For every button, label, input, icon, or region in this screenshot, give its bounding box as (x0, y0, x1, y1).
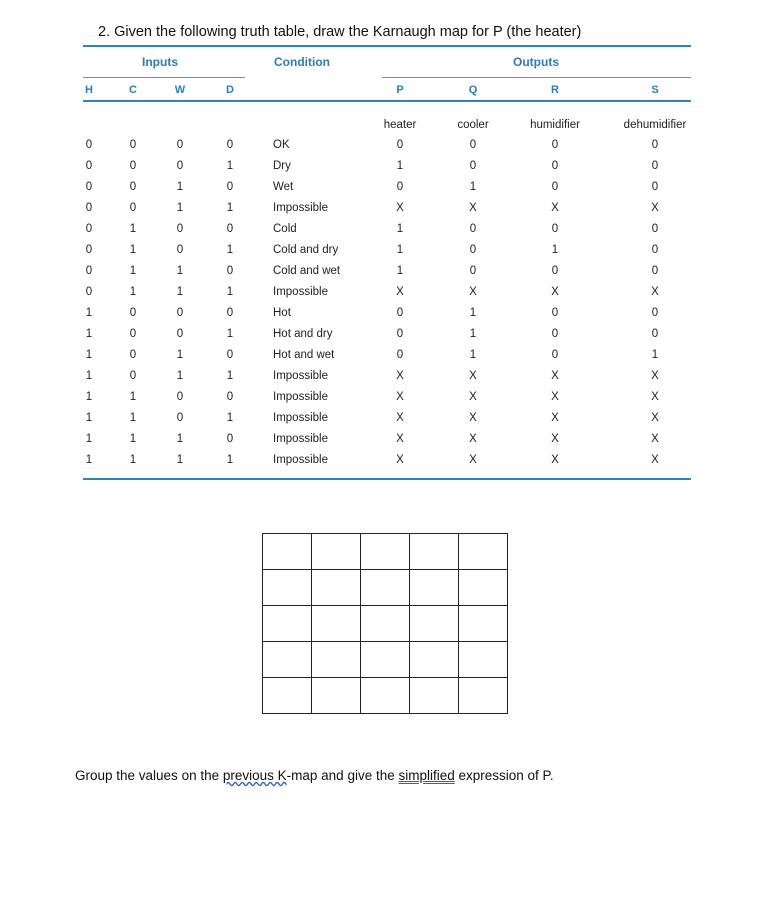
outputs-rule (382, 77, 691, 78)
cell-r: X (551, 454, 559, 466)
kmap-cell[interactable] (263, 678, 312, 714)
cell-d: 0 (226, 181, 234, 193)
col-header-h: H (85, 84, 93, 96)
kmap-cell[interactable] (361, 678, 410, 714)
cell-w: 1 (176, 454, 184, 466)
kmap-cell[interactable] (410, 570, 459, 606)
cell-s: X (651, 202, 659, 214)
cell-c: 1 (129, 244, 137, 256)
cell-d: 1 (226, 160, 234, 172)
cell-r: 0 (551, 328, 559, 340)
cell-w: 0 (176, 139, 184, 151)
cell-p: 0 (396, 328, 404, 340)
col-header-w: W (174, 84, 186, 96)
cell-s: X (651, 370, 659, 382)
cell-p: 1 (396, 244, 404, 256)
output-name-r: humidifier (530, 119, 580, 131)
cell-p: 1 (396, 223, 404, 235)
cell-p: X (396, 202, 404, 214)
cell-q: 0 (469, 160, 477, 172)
cell-c: 0 (129, 328, 137, 340)
kmap-cell[interactable] (312, 570, 361, 606)
cell-s: 0 (651, 160, 659, 172)
col-header-c: C (129, 84, 137, 96)
cell-r: X (551, 391, 559, 403)
cell-r: 0 (551, 139, 559, 151)
cell-q: 1 (469, 181, 477, 193)
cell-s: 0 (651, 265, 659, 277)
cell-p: X (396, 412, 404, 424)
cell-h: 1 (85, 370, 93, 382)
cell-d: 1 (226, 202, 234, 214)
inputs-rule (83, 77, 245, 78)
cell-r: X (551, 370, 559, 382)
cell-r: X (551, 412, 559, 424)
col-header-p: P (396, 84, 404, 96)
cell-q: X (469, 286, 477, 298)
empty-karnaugh-map-grid (262, 533, 508, 714)
cell-w: 0 (176, 223, 184, 235)
cell-condition: Impossible (273, 286, 328, 298)
cell-c: 0 (129, 370, 137, 382)
cell-h: 0 (85, 160, 93, 172)
cell-p: 0 (396, 307, 404, 319)
cell-w: 1 (176, 433, 184, 445)
cell-d: 1 (226, 454, 234, 466)
cell-s: X (651, 286, 659, 298)
cell-q: 1 (469, 307, 477, 319)
cell-d: 0 (226, 391, 234, 403)
cell-condition: Hot (273, 307, 291, 319)
cell-d: 0 (226, 223, 234, 235)
cell-s: 0 (651, 223, 659, 235)
cell-h: 1 (85, 391, 93, 403)
cell-p: X (396, 391, 404, 403)
cell-w: 0 (176, 391, 184, 403)
cell-h: 1 (85, 307, 93, 319)
cell-d: 0 (226, 265, 234, 277)
cell-q: 1 (469, 328, 477, 340)
cell-q: 0 (469, 139, 477, 151)
cell-condition: Impossible (273, 370, 328, 382)
col-header-s: S (651, 84, 659, 96)
kmap-cell[interactable] (263, 534, 312, 570)
cell-s: 0 (651, 139, 659, 151)
cell-s: 0 (651, 244, 659, 256)
cell-p: X (396, 370, 404, 382)
cell-p: 0 (396, 181, 404, 193)
cell-h: 0 (85, 139, 93, 151)
cell-condition: Hot and wet (273, 349, 335, 361)
cell-c: 1 (129, 265, 137, 277)
cell-h: 0 (85, 181, 93, 193)
kmap-cell[interactable] (459, 570, 508, 606)
cell-q: 0 (469, 223, 477, 235)
cell-r: X (551, 433, 559, 445)
kmap-cell[interactable] (361, 642, 410, 678)
question-text: 2. Given the following truth table, draw the Karnaugh map for P (the heater) (98, 24, 582, 40)
kmap-row (263, 642, 508, 678)
kmap-row (263, 606, 508, 642)
cell-c: 0 (129, 349, 137, 361)
kmap-row (263, 570, 508, 606)
cell-c: 0 (129, 139, 137, 151)
cell-h: 0 (85, 223, 93, 235)
cell-h: 0 (85, 265, 93, 277)
cell-d: 0 (226, 307, 234, 319)
cell-r: 0 (551, 307, 559, 319)
cell-condition: OK (273, 139, 290, 151)
output-name-s: dehumidifier (623, 119, 687, 131)
cell-w: 0 (176, 160, 184, 172)
group-inputs: Inputs (142, 55, 178, 69)
cell-condition: Cold and wet (273, 265, 341, 277)
kmap-cell[interactable] (361, 606, 410, 642)
kmap-cell[interactable] (263, 570, 312, 606)
cell-condition: Impossible (273, 433, 328, 445)
cell-h: 1 (85, 328, 93, 340)
kmap-cell[interactable] (410, 606, 459, 642)
kmap-cell[interactable] (263, 642, 312, 678)
cell-s: X (651, 412, 659, 424)
cell-c: 1 (129, 454, 137, 466)
cell-w: 0 (176, 244, 184, 256)
cell-c: 1 (129, 412, 137, 424)
cell-condition: Dry (273, 160, 291, 172)
cell-h: 1 (85, 412, 93, 424)
cell-c: 1 (129, 286, 137, 298)
cell-r: X (551, 286, 559, 298)
cell-s: 0 (651, 307, 659, 319)
cell-condition: Cold and dry (273, 244, 339, 256)
cell-q: 1 (469, 349, 477, 361)
cell-q: 0 (469, 265, 477, 277)
kmap-cell[interactable] (459, 534, 508, 570)
col-header-r: R (551, 84, 559, 96)
cell-condition: Impossible (273, 202, 328, 214)
cell-w: 1 (176, 349, 184, 361)
cell-q: X (469, 454, 477, 466)
cell-d: 1 (226, 370, 234, 382)
kmap-cell[interactable] (263, 606, 312, 642)
cell-w: 1 (176, 370, 184, 382)
cell-h: 1 (85, 454, 93, 466)
cell-p: 0 (396, 349, 404, 361)
cell-c: 1 (129, 433, 137, 445)
cell-p: 0 (396, 139, 404, 151)
cell-q: X (469, 391, 477, 403)
kmap-row (263, 534, 508, 570)
cell-s: 1 (651, 349, 659, 361)
cell-d: 1 (226, 244, 234, 256)
cell-c: 1 (129, 223, 137, 235)
cell-d: 1 (226, 412, 234, 424)
cell-q: X (469, 202, 477, 214)
cell-w: 1 (176, 265, 184, 277)
cell-c: 1 (129, 391, 137, 403)
cell-w: 1 (176, 286, 184, 298)
table-bottom-rule (83, 478, 691, 480)
cell-condition: Cold (273, 223, 297, 235)
output-name-q: cooler (457, 119, 489, 131)
cell-w: 0 (176, 307, 184, 319)
kmap-cell[interactable] (459, 678, 508, 714)
cell-p: X (396, 454, 404, 466)
cell-condition: Impossible (273, 412, 328, 424)
cell-p: 1 (396, 160, 404, 172)
footer-text-simplified: simplified (398, 768, 455, 783)
cell-r: X (551, 202, 559, 214)
kmap-cell[interactable] (410, 678, 459, 714)
footer-link-previous-kmap: previous K (222, 768, 287, 783)
cell-c: 0 (129, 202, 137, 214)
cell-h: 0 (85, 286, 93, 298)
output-name-p: heater (383, 119, 417, 131)
kmap-cell[interactable] (361, 570, 410, 606)
footer-text-2: -map and give the (286, 768, 399, 783)
footer-text-3: expression of P. (454, 768, 554, 783)
header-rule (83, 100, 691, 102)
cell-s: 0 (651, 328, 659, 340)
cell-c: 0 (129, 181, 137, 193)
cell-p: X (396, 433, 404, 445)
cell-r: 0 (551, 265, 559, 277)
cell-h: 1 (85, 349, 93, 361)
cell-w: 0 (176, 412, 184, 424)
kmap-cell[interactable] (312, 534, 361, 570)
footer-text-1: Group the values on the (75, 768, 223, 783)
cell-d: 0 (226, 433, 234, 445)
cell-r: 1 (551, 244, 559, 256)
kmap-cell[interactable] (361, 534, 410, 570)
group-outputs: Outputs (513, 55, 559, 69)
cell-d: 1 (226, 286, 234, 298)
cell-r: 0 (551, 160, 559, 172)
cell-s: 0 (651, 181, 659, 193)
cell-c: 0 (129, 160, 137, 172)
group-condition: Condition (274, 55, 330, 69)
cell-q: X (469, 433, 477, 445)
cell-q: 0 (469, 244, 477, 256)
cell-h: 0 (85, 244, 93, 256)
cell-d: 0 (226, 139, 234, 151)
kmap-row (263, 678, 508, 714)
cell-condition: Impossible (273, 454, 328, 466)
kmap-cell[interactable] (312, 642, 361, 678)
cell-c: 0 (129, 307, 137, 319)
kmap-cell[interactable] (312, 678, 361, 714)
cell-condition: Hot and dry (273, 328, 333, 340)
table-top-rule (83, 45, 691, 47)
cell-w: 1 (176, 181, 184, 193)
cell-r: 0 (551, 349, 559, 361)
cell-s: X (651, 391, 659, 403)
kmap-cell[interactable] (410, 642, 459, 678)
cell-p: 1 (396, 265, 404, 277)
cell-w: 0 (176, 328, 184, 340)
col-header-d: D (226, 84, 234, 96)
cell-w: 1 (176, 202, 184, 214)
kmap-cell[interactable] (312, 606, 361, 642)
footer-instruction (75, 768, 554, 783)
cell-s: X (651, 454, 659, 466)
cell-q: X (469, 370, 477, 382)
col-header-q: Q (468, 84, 478, 96)
cell-r: 0 (551, 223, 559, 235)
kmap-cell[interactable] (459, 606, 508, 642)
cell-p: X (396, 286, 404, 298)
cell-q: X (469, 412, 477, 424)
cell-h: 1 (85, 433, 93, 445)
cell-d: 0 (226, 349, 234, 361)
cell-d: 1 (226, 328, 234, 340)
cell-condition: Impossible (273, 391, 328, 403)
cell-s: X (651, 433, 659, 445)
cell-condition: Wet (273, 181, 294, 193)
kmap-cell[interactable] (410, 534, 459, 570)
cell-r: 0 (551, 181, 559, 193)
cell-h: 0 (85, 202, 93, 214)
kmap-cell[interactable] (459, 642, 508, 678)
